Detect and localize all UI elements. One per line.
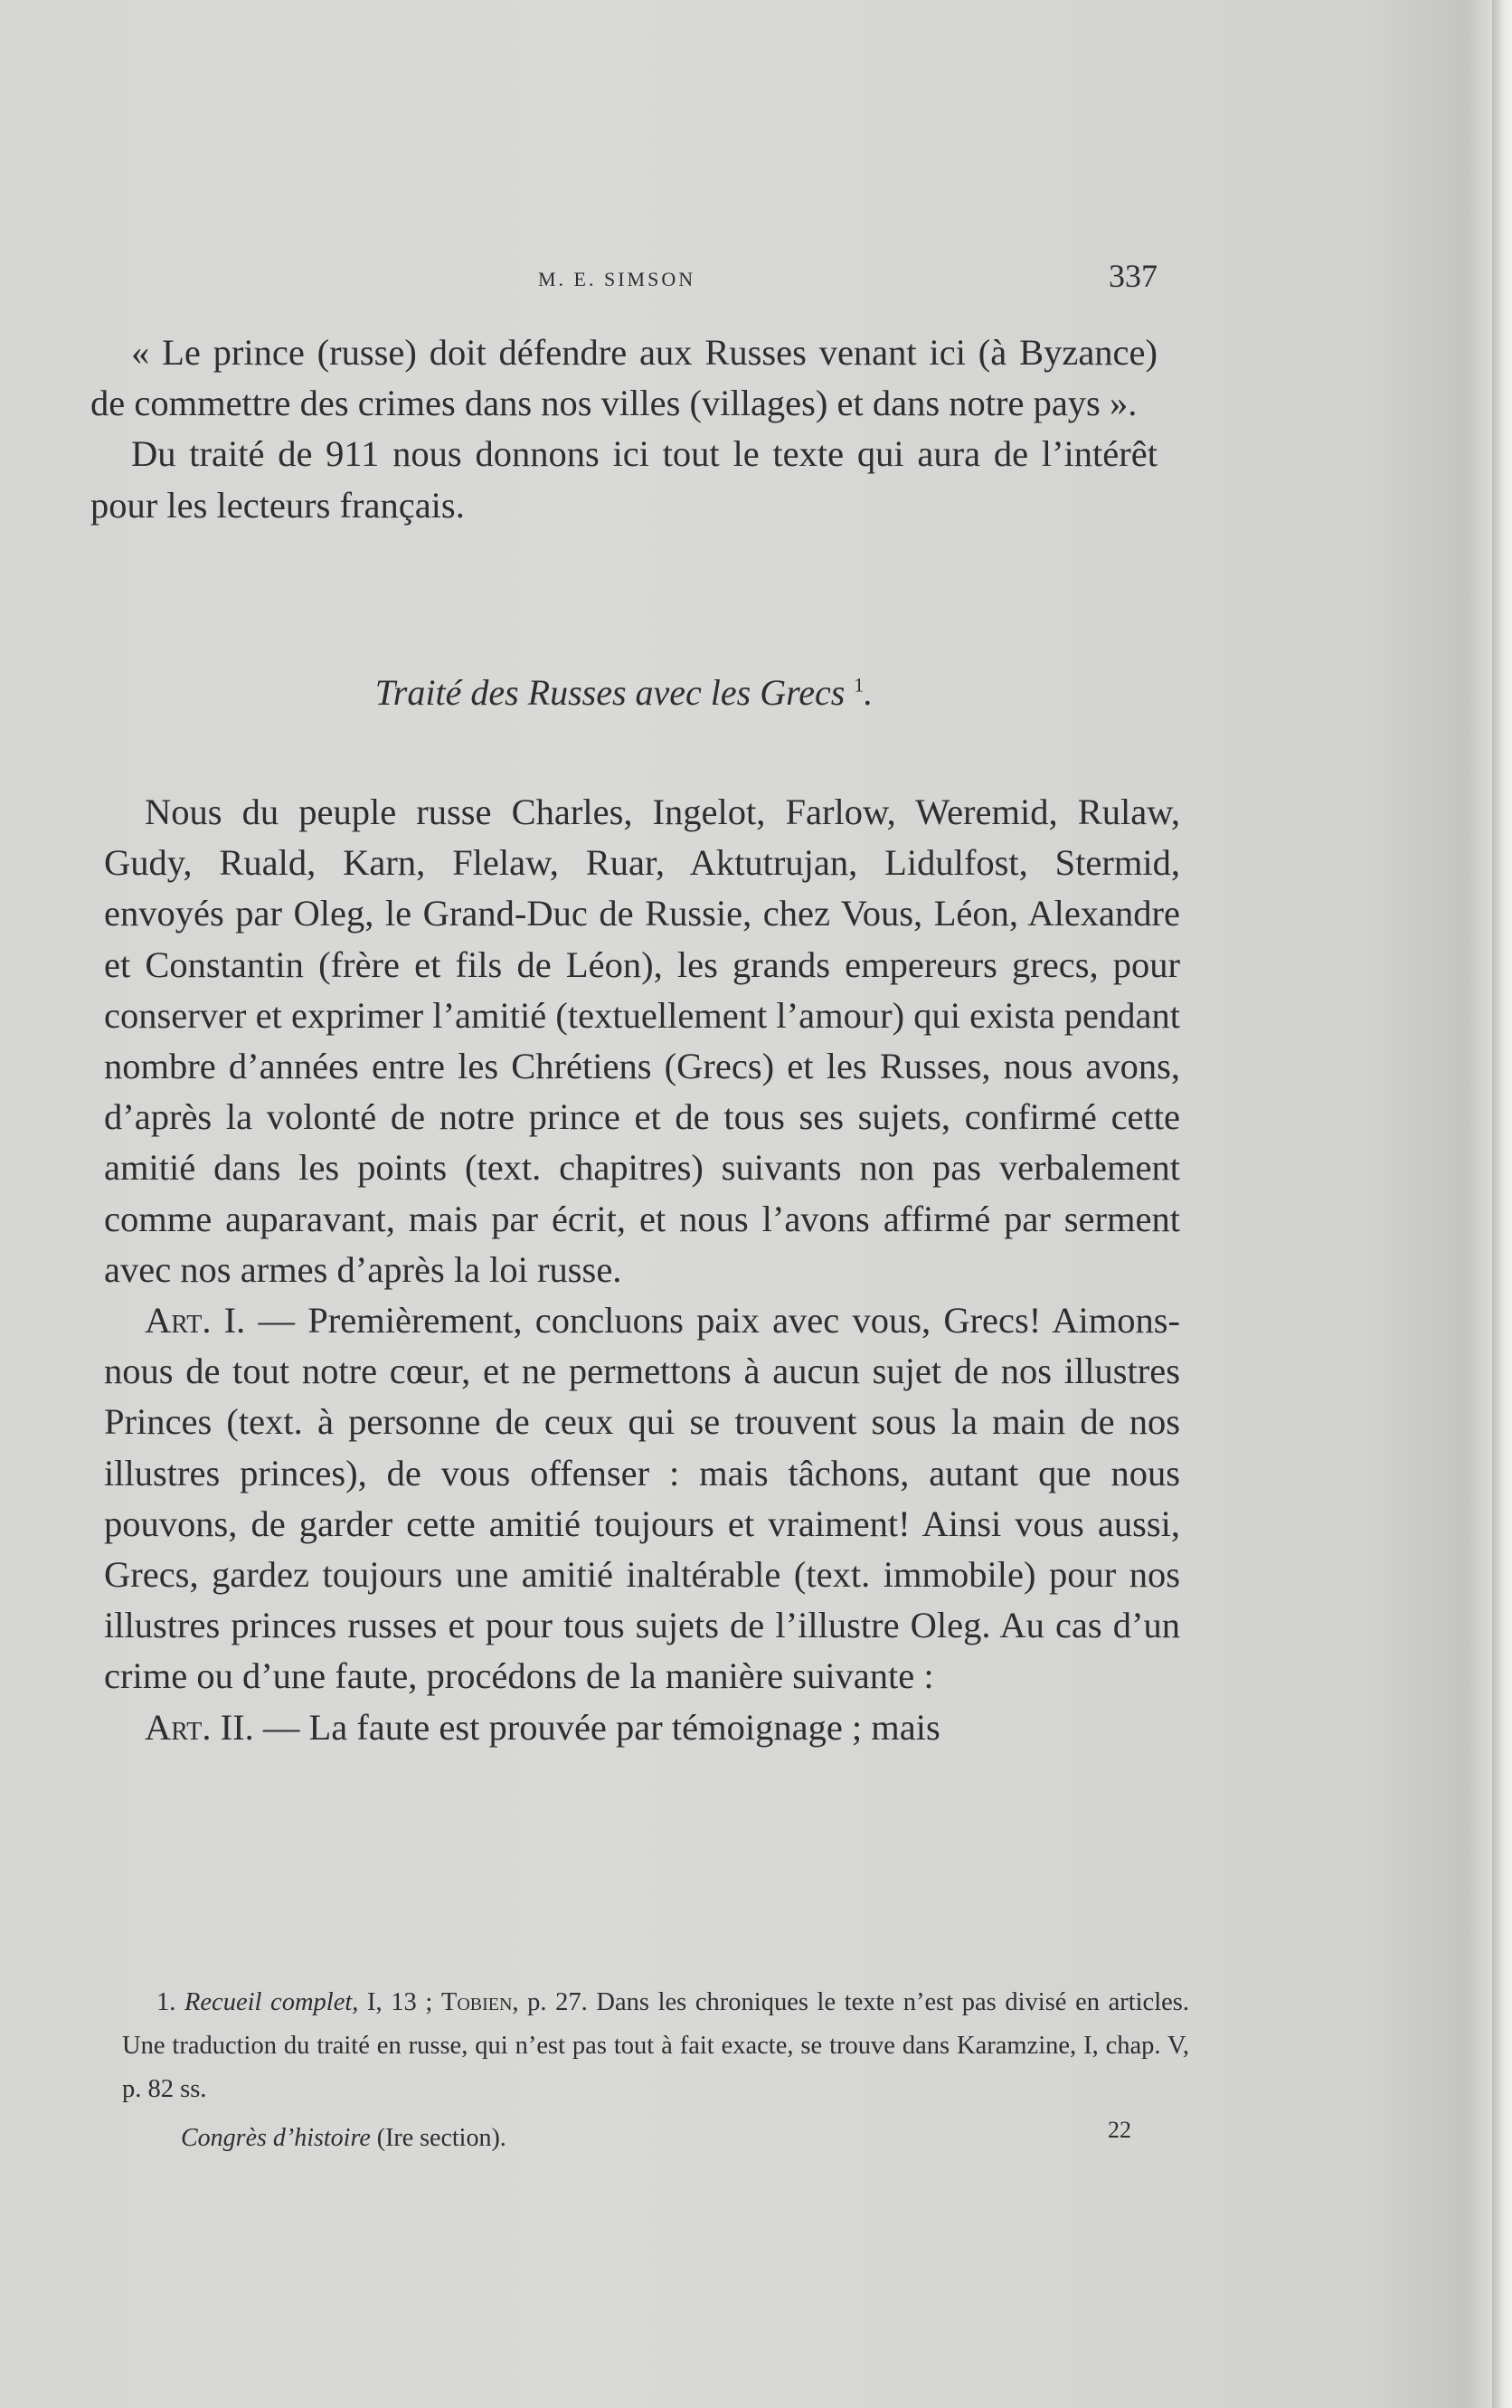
page-edge xyxy=(1492,0,1512,2408)
footnote-marker: 1 xyxy=(854,673,865,697)
footnote-ref: I, 13 ; xyxy=(358,1988,441,2016)
paragraph-article-2 xyxy=(104,1702,1180,1753)
footnote-number: 1. xyxy=(156,1988,176,2016)
section-title-end: . xyxy=(864,672,874,713)
page-header xyxy=(90,257,1158,302)
signature-text: Congrès d’histoire xyxy=(181,2124,371,2152)
paragraph-intro: Du traité de 911 nous donnons ici tout le texte qui aura de l’intérêt pour les lecteurs français. xyxy=(90,433,1158,526)
paragraph-article-1 xyxy=(104,1295,1180,1702)
running-title: M. E. SIMSON xyxy=(538,268,696,290)
paragraph-preamble: Nous du peuple russe Charles, Ingelot, Farlow, Weremid, Rulaw, Gudy, Ruald, Karn, Flelaw, Ruar, Aktutrujan, Lidulfost, Stermid, envoyés par Oleg, le Grand-Duc de Russie, chez Vous, Léon, Alexandre et Constantin (frère et fils de Léon), les grands empereurs grecs, pour conserver et exprimer l’amitié (textuellement l’amour) qui exista pendant nombre d’années entre les Chrétiens (Grecs) et les Russes, nous avons, d’après la volonté de notre prince et de tous ses sujets, confirmé cette amitié dans les points (text. chapitres) suivants non pas verbalement comme auparavant, mais par écrit, et nous l’avons affirmé par serment avec nos armes d’après la loi russe. xyxy=(104,792,1180,1290)
page-number: 337 xyxy=(1109,258,1158,294)
article-2-text: — La faute est prouvée par témoignage ; mais xyxy=(253,1706,940,1748)
footnote-rest: p. 27. Dans les chroniques le texte n’est pas divisé en articles. Une traduction du traité en russe, qui n’est pas tout à fait exacte, se trouve dans Karamzine, I, chap. V, p. 82 ss. xyxy=(122,1988,1189,2103)
article-1-text: — Premièrement, concluons paix avec vous, Grecs! Aimons-nous de tout notre cœur, et ne permettons à aucun sujet de nos illustres Princes (text. à personne de ceux qui se trouvent sous la main de nos illustres princes), de vous offenser : mais tâchons, autant que nous pouvons, de garder cette amitié toujours et vraiment! Ainsi vous aussi, Grecs, gardez toujours une amitié inaltérable (text. immobile) pour nos illustres princes russes et pour tous sujets de l’illustre Oleg. Au cas d’un crime ou d’une faute, procédons de la manière suivante : xyxy=(104,1300,1180,1697)
treaty-text xyxy=(104,787,1180,1753)
footnote xyxy=(122,1981,1189,2111)
footnote-text xyxy=(122,1981,1189,2111)
signature-number: 22 xyxy=(1108,2117,1131,2143)
intro-text xyxy=(90,327,1158,531)
section-title-text: Traité des Russes avec les Grecs xyxy=(374,672,846,713)
footnote-source: Recueil complet, xyxy=(184,1988,359,2016)
section-title xyxy=(90,671,1158,714)
article-1-label: Art. I. xyxy=(145,1300,246,1341)
article-2-label: Art. II. xyxy=(145,1706,254,1748)
signature-mark xyxy=(181,2124,506,2153)
paragraph-quote: « Le prince (russe) doit défendre aux Russes venant ici (à Byzance) de commettre des crimes dans nos villes (villages) et dans notre pays ». xyxy=(90,332,1158,424)
signature-section: (Ire section). xyxy=(376,2124,506,2152)
footnote-author: Tobien, xyxy=(440,1988,519,2016)
